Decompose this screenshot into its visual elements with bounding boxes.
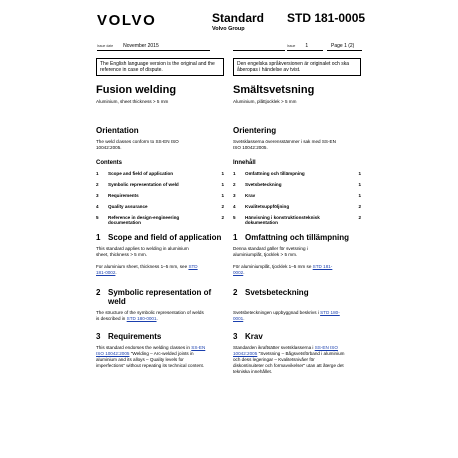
iso-10042-link-sv[interactable]: SS-EN ISO 10042:2005 (233, 344, 338, 356)
toc-title: Requirements (108, 192, 139, 198)
section-number: 2 (233, 287, 238, 297)
reference-text: For aluminium sheet, thickness 1–5 mm, see (96, 263, 188, 269)
divider (97, 50, 210, 51)
document-title-sv: Smältsvetsning (233, 84, 315, 96)
toc-item[interactable] (233, 171, 361, 177)
section-3-body-cont: "Svetsning – Bågsvetsförband i aluminium och dess legeringar – Kvalitetsnivåer för diskontinuiteter och formavvikelser" utan att återge det tekniska innehållet. (233, 350, 345, 374)
issue-date-label: Issue date (97, 44, 114, 48)
section-1-reference-sv: För aluminiumplåt, tjocklek 1–5 mm se STD 181-0002. (233, 263, 333, 275)
toc-title: Kvalitetsuppföljning (245, 203, 290, 209)
toc-item[interactable] (96, 182, 224, 188)
section-2-body: The structure of the symbolic representation of welds is described in (96, 309, 204, 321)
issue-number (287, 43, 308, 49)
orientation-text: The weld classes conform to SS-EN ISO 10042:2005. (96, 139, 179, 150)
section-3-text (96, 345, 208, 369)
toc-page: 2 (221, 214, 224, 220)
notice-sv: Den engelska språkversionen är originalet och ska åberopas i händelse av tvist. (233, 58, 361, 76)
reference-text: För aluminiumplåt, tjocklek 1–5 mm se (233, 263, 312, 269)
table-of-contents-sv (233, 171, 361, 226)
toc-page: 1 (221, 192, 224, 198)
section-1-text-sv: Denna standard gäller för svetsning i aluminiumplåt, tjocklek > 5 mm. (233, 245, 308, 257)
toc-number: 5 (233, 214, 236, 220)
english-column (96, 84, 224, 369)
orientation-heading-sv: Orientering (233, 126, 277, 135)
section-number: 1 (96, 232, 101, 242)
table-of-contents (96, 171, 224, 226)
section-3-body: This standard endorses the welding classes in (96, 344, 190, 350)
toc-number: 2 (96, 181, 99, 187)
volvo-logo: VOLVO (97, 12, 157, 29)
document-subtitle-sv: Aluminium, plåttjocklek > 5 mm (233, 99, 297, 104)
section-2-heading-sv (233, 288, 361, 297)
standard-title: Standard (212, 11, 265, 25)
std-180-0001-link-sv[interactable]: STD 180-0001 (233, 309, 340, 321)
std-180-0001-link[interactable]: STD 180-0001 (126, 315, 157, 321)
toc-number: 4 (96, 203, 99, 209)
divider (233, 50, 285, 51)
section-3-heading-sv (233, 332, 361, 341)
section-2-text-sv: Svetsbeteckningen uppbyggnad beskrivs i STD 180-0001. (233, 309, 340, 321)
section-2-heading (96, 288, 224, 306)
orientation-heading: Orientation (96, 126, 139, 135)
contents-heading: Contents (96, 160, 122, 166)
toc-page: 1 (221, 171, 224, 176)
section-2-text: The structure of the symbolic representation of welds is described in STD 180-0001. (96, 309, 204, 321)
toc-item[interactable] (233, 204, 361, 210)
section-3-text-sv (233, 345, 345, 375)
section-3-heading (96, 332, 224, 341)
page-number: Page 1 (2) (331, 43, 355, 49)
section-title: Requirements (108, 331, 162, 341)
toc-page: 2 (358, 203, 361, 209)
section-number: 1 (233, 232, 238, 242)
section-number: 2 (96, 287, 101, 297)
toc-title: Omfattning och tillämpning (245, 171, 305, 176)
toc-page: 2 (221, 203, 224, 209)
section-1-heading-sv (233, 233, 361, 242)
toc-number: 3 (96, 192, 99, 198)
section-title: Svetsbeteckning (245, 287, 309, 297)
issue-value: 1 (305, 43, 309, 49)
orientation-text-sv: Svetsklasserna överensstämmer i sak med SS-EN ISO 10042:2005. (233, 139, 336, 150)
standard-number: STD 181-0005 (287, 11, 366, 25)
toc-number: 1 (96, 171, 99, 176)
toc-page: 1 (358, 171, 361, 176)
divider (327, 50, 362, 51)
section-1-heading (96, 233, 224, 242)
standard-subtitle: Volvo Group (212, 26, 245, 32)
document-title: Fusion welding (96, 84, 177, 96)
toc-page: 1 (358, 181, 361, 187)
section-3-body: Standarden ikraftsätter svetsklasserna i (233, 344, 314, 350)
issue-label: Issue (287, 44, 296, 48)
section-number: 3 (233, 331, 238, 341)
section-2-body: Svetsbeteckningen uppbyggnad beskrivs i (233, 309, 319, 315)
toc-title: Hänvisning i konstruktionsteknisk dokumentation (245, 214, 320, 226)
toc-item[interactable] (233, 215, 361, 226)
contents-heading-sv: Innehåll (233, 160, 256, 166)
toc-item[interactable] (233, 193, 361, 199)
notice-en: The English language version is the original and the reference in case of dispute. (96, 58, 224, 76)
section-title: Krav (245, 331, 263, 341)
section-number: 3 (96, 331, 101, 341)
section-title: Scope and field of application (108, 232, 222, 242)
section-1-text: This standard applies to welding in aluminium sheet, thickness > 5 mm. (96, 245, 189, 257)
toc-item[interactable] (96, 204, 224, 210)
toc-title: Svetsbeteckning (245, 181, 282, 187)
toc-number: 5 (96, 214, 99, 220)
std-181-0002-link-sv[interactable]: STD 181-0002 (233, 263, 333, 275)
toc-number: 3 (233, 192, 236, 198)
section-1-reference: For aluminium sheet, thickness 1–5 mm, see STD 181-0002. (96, 263, 198, 275)
divider (287, 50, 323, 51)
toc-page: 2 (358, 214, 361, 220)
toc-title: Reference in design-engineering documentation (108, 214, 180, 226)
section-3-body-cont: "Welding – Arc-welded joints in aluminium and its alloys – Quality levels for imperfections" without repeating its technical content. (96, 350, 205, 368)
iso-10042-link[interactable]: SS-EN ISO 10042:2005 (96, 344, 206, 356)
toc-number: 2 (233, 181, 236, 187)
std-181-0002-link[interactable]: STD 181-0002 (96, 263, 198, 275)
section-title: Symbolic representation of weld (108, 287, 212, 306)
toc-title: Krav (245, 192, 256, 198)
toc-page: 1 (221, 181, 224, 187)
toc-title: Symbolic representation of weld (108, 181, 179, 187)
toc-item[interactable] (96, 171, 224, 177)
toc-number: 1 (233, 171, 236, 176)
toc-item[interactable] (233, 182, 361, 188)
toc-number: 4 (233, 203, 236, 209)
toc-title: Quality assurance (108, 203, 148, 209)
toc-title: Scope and field of application (108, 171, 174, 176)
document-subtitle: Aluminium, sheet thickness > 5 mm (96, 99, 169, 104)
section-title: Omfattning och tillämpning (245, 232, 349, 242)
toc-item[interactable] (96, 193, 224, 199)
issue-date-value: November 2015 (123, 43, 159, 49)
issue-date (97, 43, 159, 49)
toc-item[interactable] (96, 215, 224, 226)
swedish-column (233, 84, 361, 375)
toc-page: 1 (358, 192, 361, 198)
